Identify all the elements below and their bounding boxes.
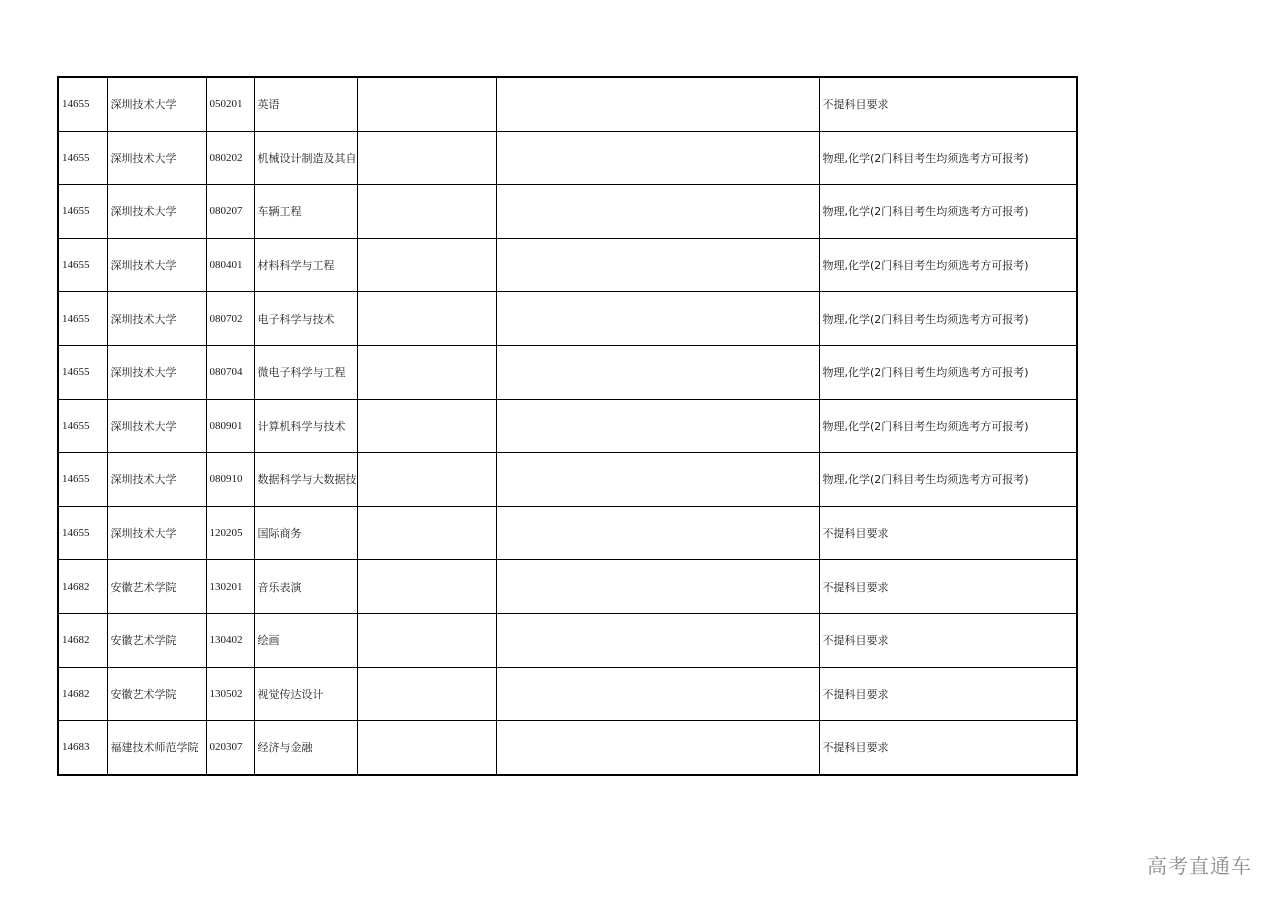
school-code-cell: 14682	[58, 613, 107, 667]
major-code-cell: 020307	[206, 721, 254, 775]
subject-requirement-cell: 物理,化学(2门科目考生均须选考方可报考)	[819, 185, 1077, 239]
school-name-cell: 安徽艺术学院	[107, 667, 206, 721]
empty-cell-a	[357, 560, 496, 614]
subject-requirement-cell: 不提科目要求	[819, 560, 1077, 614]
major-code-cell: 080702	[206, 292, 254, 346]
school-name-cell: 深圳技术大学	[107, 399, 206, 453]
empty-cell-b	[496, 131, 819, 185]
subject-requirement-cell: 物理,化学(2门科目考生均须选考方可报考)	[819, 238, 1077, 292]
school-name-cell: 安徽艺术学院	[107, 560, 206, 614]
empty-cell-a	[357, 399, 496, 453]
major-code-cell: 080207	[206, 185, 254, 239]
major-code-cell: 080704	[206, 345, 254, 399]
school-code-cell: 14655	[58, 292, 107, 346]
school-code-cell: 14682	[58, 667, 107, 721]
table-body	[58, 77, 1077, 775]
table-row	[58, 667, 1077, 721]
empty-cell-a	[357, 185, 496, 239]
empty-cell-b	[496, 453, 819, 507]
subject-requirement-cell: 物理,化学(2门科目考生均须选考方可报考)	[819, 399, 1077, 453]
subject-requirement-cell: 不提科目要求	[819, 506, 1077, 560]
school-code-cell: 14655	[58, 185, 107, 239]
major-code-cell: 130502	[206, 667, 254, 721]
major-code-cell: 080401	[206, 238, 254, 292]
table-row	[58, 613, 1077, 667]
school-code-cell: 14655	[58, 345, 107, 399]
table-row	[58, 238, 1077, 292]
empty-cell-b	[496, 345, 819, 399]
subject-requirement-cell: 物理,化学(2门科目考生均须选考方可报考)	[819, 345, 1077, 399]
school-code-cell: 14655	[58, 506, 107, 560]
school-name-cell: 深圳技术大学	[107, 131, 206, 185]
table-row	[58, 453, 1077, 507]
subject-requirement-cell: 不提科目要求	[819, 721, 1077, 775]
empty-cell-b	[496, 238, 819, 292]
major-code-cell: 080910	[206, 453, 254, 507]
major-code-cell: 080202	[206, 131, 254, 185]
major-name-cell: 视觉传达设计	[254, 667, 357, 721]
major-name-cell: 经济与金融	[254, 721, 357, 775]
empty-cell-a	[357, 345, 496, 399]
school-name-cell: 安徽艺术学院	[107, 613, 206, 667]
empty-cell-b	[496, 613, 819, 667]
major-name-cell: 车辆工程	[254, 185, 357, 239]
table-row	[58, 131, 1077, 185]
major-code-cell: 130201	[206, 560, 254, 614]
major-name-cell: 国际商务	[254, 506, 357, 560]
table-row	[58, 560, 1077, 614]
empty-cell-b	[496, 77, 819, 131]
major-name-cell: 音乐表演	[254, 560, 357, 614]
major-name-cell: 英语	[254, 77, 357, 131]
school-name-cell: 深圳技术大学	[107, 185, 206, 239]
table-row	[58, 506, 1077, 560]
subject-requirement-cell: 不提科目要求	[819, 77, 1077, 131]
major-name-cell: 数据科学与大数据技	[254, 453, 357, 507]
empty-cell-a	[357, 667, 496, 721]
watermark-text: 高考直通车	[1147, 854, 1252, 878]
major-name-cell: 绘画	[254, 613, 357, 667]
school-name-cell: 深圳技术大学	[107, 506, 206, 560]
empty-cell-b	[496, 185, 819, 239]
major-name-cell: 计算机科学与技术	[254, 399, 357, 453]
major-name-cell: 电子科学与技术	[254, 292, 357, 346]
school-name-cell: 深圳技术大学	[107, 238, 206, 292]
empty-cell-b	[496, 667, 819, 721]
major-code-cell: 130402	[206, 613, 254, 667]
school-name-cell: 深圳技术大学	[107, 77, 206, 131]
major-code-cell: 080901	[206, 399, 254, 453]
school-code-cell: 14682	[58, 560, 107, 614]
major-name-cell: 材料科学与工程	[254, 238, 357, 292]
empty-cell-a	[357, 721, 496, 775]
subject-requirement-cell: 物理,化学(2门科目考生均须选考方可报考)	[819, 131, 1077, 185]
empty-cell-a	[357, 238, 496, 292]
empty-cell-b	[496, 399, 819, 453]
empty-cell-b	[496, 721, 819, 775]
empty-cell-b	[496, 506, 819, 560]
major-name-cell: 微电子科学与工程	[254, 345, 357, 399]
major-name-cell: 机械设计制造及其自	[254, 131, 357, 185]
school-code-cell: 14655	[58, 453, 107, 507]
school-name-cell: 深圳技术大学	[107, 453, 206, 507]
school-name-cell: 深圳技术大学	[107, 345, 206, 399]
school-code-cell: 14655	[58, 238, 107, 292]
school-code-cell: 14683	[58, 721, 107, 775]
subject-requirement-cell: 不提科目要求	[819, 613, 1077, 667]
table-row	[58, 292, 1077, 346]
school-code-cell: 14655	[58, 399, 107, 453]
empty-cell-a	[357, 77, 496, 131]
subject-requirement-cell: 物理,化学(2门科目考生均须选考方可报考)	[819, 292, 1077, 346]
empty-cell-a	[357, 506, 496, 560]
table-row	[58, 77, 1077, 131]
subject-requirement-cell: 物理,化学(2门科目考生均须选考方可报考)	[819, 453, 1077, 507]
empty-cell-a	[357, 453, 496, 507]
empty-cell-b	[496, 560, 819, 614]
table-row	[58, 185, 1077, 239]
empty-cell-a	[357, 131, 496, 185]
table-row	[58, 399, 1077, 453]
table-row	[58, 721, 1077, 775]
school-code-cell: 14655	[58, 131, 107, 185]
admission-requirements-table	[57, 76, 1078, 776]
school-name-cell: 福建技术师范学院	[107, 721, 206, 775]
empty-cell-a	[357, 292, 496, 346]
table-row	[58, 345, 1077, 399]
empty-cell-b	[496, 292, 819, 346]
subject-requirement-cell: 不提科目要求	[819, 667, 1077, 721]
major-code-cell: 050201	[206, 77, 254, 131]
empty-cell-a	[357, 613, 496, 667]
major-code-cell: 120205	[206, 506, 254, 560]
school-name-cell: 深圳技术大学	[107, 292, 206, 346]
school-code-cell: 14655	[58, 77, 107, 131]
